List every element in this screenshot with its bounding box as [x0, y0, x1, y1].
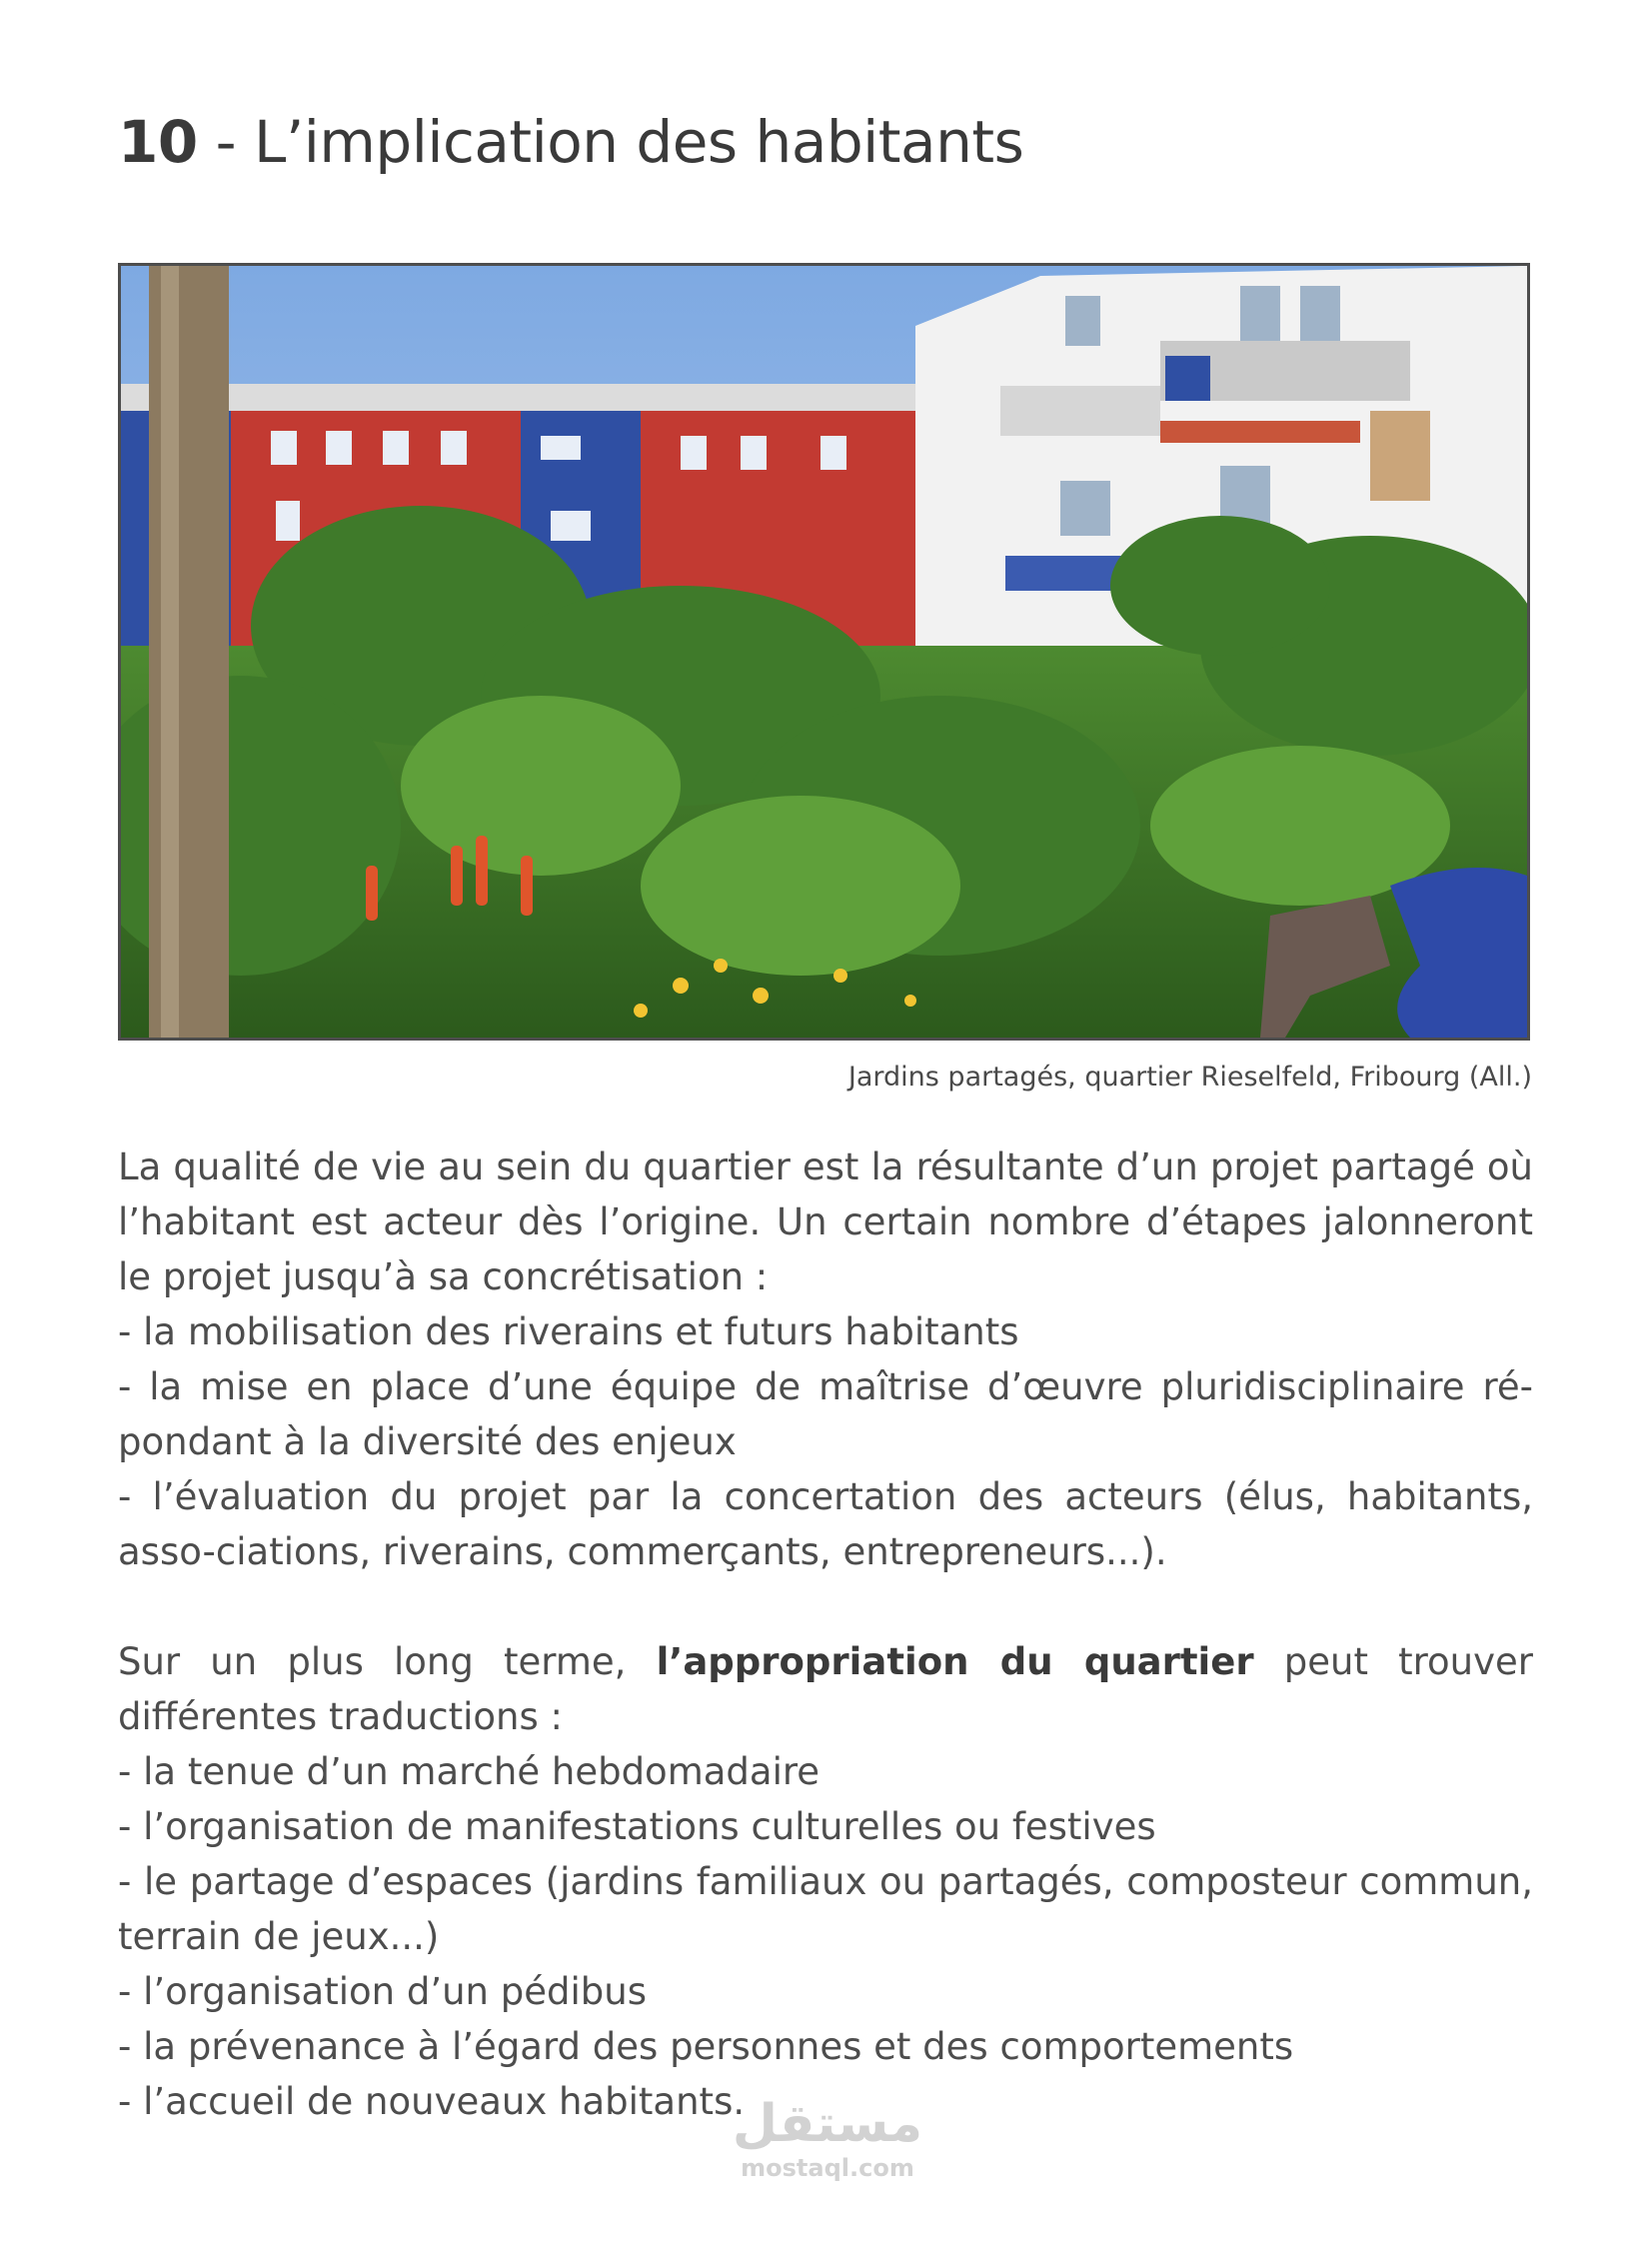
- list-item: - l’évaluation du projet par la concertation des acteurs (élus, habitants, asso-ciations, riverains, commerçants, entrepreneurs...).: [118, 1475, 1533, 1573]
- list-item: - le partage d’espaces (jardins familiaux ou partagés, composteur commun, terrain de jeux...): [118, 1860, 1533, 1958]
- garden-photo-illustration: [121, 266, 1527, 1038]
- title-text: L’implication des habitants: [254, 108, 1024, 176]
- list-item: - l’accueil de nouveaux habitants.: [118, 2080, 746, 2123]
- title-separator: -: [197, 108, 255, 176]
- blue-balcony-panel: [1165, 356, 1210, 401]
- paragraph-1-intro: La qualité de vie au sein du quartier est la résultante d’un projet partagé où l’habitant est acteur dès l’origine. Un certain nombre d’étapes jalonneront le projet jusqu’à sa concrétisation :: [118, 1145, 1533, 1298]
- emphasis-text: l’appropriation du quartier: [656, 1640, 1254, 1683]
- watermark-arabic: مستقل: [732, 2094, 923, 2154]
- balcony-1: [1000, 386, 1160, 436]
- list-item: - l’organisation d’un pédibus: [118, 1970, 647, 2013]
- watermark: [728, 2094, 927, 2182]
- paragraph-2-intro: [118, 1634, 1533, 1744]
- intro-text: Sur un plus long terme,: [118, 1640, 657, 1683]
- watermark-latin: mostaql.com: [741, 2154, 914, 2182]
- intro-text-end: peut trouver différentes traductions :: [118, 1640, 1533, 1738]
- list-item: - la mise en place d’une équipe de maîtrise d’œuvre pluridisciplinaire ré-pondant à la diversité des enjeux: [118, 1365, 1533, 1463]
- garden-photo: [118, 263, 1530, 1041]
- list-item: - la tenue d’un marché hebdomadaire: [118, 1750, 821, 1793]
- section-number: 10: [118, 108, 198, 176]
- awning: [1160, 421, 1360, 443]
- list-item: - la prévenance à l’égard des personnes et des comportements: [118, 2025, 1294, 2068]
- page-title: [118, 108, 1023, 176]
- list-item: - l’organisation de manifestations culturelles ou festives: [118, 1805, 1156, 1848]
- wood-panel: [1370, 411, 1430, 501]
- photo-caption: Jardins partagés, quartier Rieselfeld, Fribourg (All.): [847, 1062, 1532, 1093]
- list-item: - la mobilisation des riverains et futurs habitants: [118, 1310, 1019, 1353]
- body-text: [118, 1139, 1533, 2129]
- roof-band: [121, 384, 920, 414]
